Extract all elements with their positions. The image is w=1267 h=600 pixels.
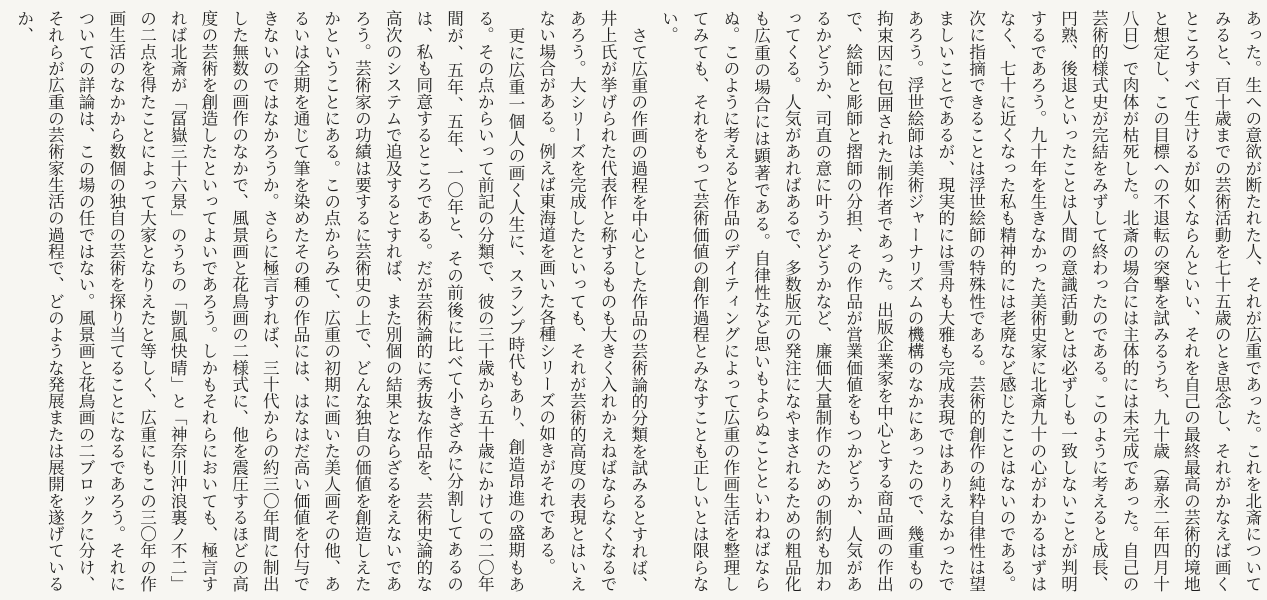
vertical-text-body: [8, 10, 1267, 592]
paragraph-continuation: あった。生への意欲が断たれた人、それが広重であった。これを北斎についてみると、百十歳までの芸術活動を七十五歳のとき思念し、それがかなえば画くところすべて生けるが如くならんといい、それを自己の最終最高の芸術的境地と想定し、この目標への不退転の突撃を試みるうち、九十歳（嘉永二年四月十八日）で肉体が枯死した。北斎の場合には主体的には未完成であった。自己の芸術的様式史が完結をみずして終わったのである。このように考えると成長、円熟、後退といったことは人間の意識活動とは必ずしも一致しないことが判明するであろう。九十年を生きなかった美術史家に北斎九十の心がわかるはずはなく、七十に近くなった私も精神的には老廃など感じたことはないのである。次に指摘できることは浮世絵師の特殊性である。芸術的創作の純粋自律性は望ましいことであるが、現実的には雪舟も大雅も完成表現ではありえなかったであろう。浮世絵師は美術ジャーナリズムの機構のなかにあったので、幾重もの拘束因に包囲された制作者であった。出版企業家を中心とする商品画の作出で、絵師と彫師と摺師の分担、その作品が営業価値をもつかどうか、人気があるかどうか、司直の意に叶うかどうかなど、廉価大量制作のための制約も加わってくる。人気があればあるで、多数版元の発注になやまされるための粗品化も広重の場合には顕著である。自律性など思いもよらぬことといわねばならぬ。このように考えると作品のデイティングによって広重の作画生活を整理してみても、それをもって芸術価値の創作過程とみなすことも正しいとは限らない。: [659, 10, 1262, 592]
paragraph-classification: さて広重の作画の過程を中心とした作品の芸術論的分類を試みるとすれば、井上氏が挙げられた代表作と称するものも大きく入れかえねばならなくなるであろう。大シリーズを完成したといっても、それが芸術的高度の表現とはいえない場合がある。例えば東海道を画いた各種シリーズの如きがそれである。: [536, 10, 648, 592]
paragraph-artistic-value: 更に広重一個人の画く人生に、スランプ時代もあり、創造昂進の盛期もある。その点からいって前記の分類で、彼の三十歳から五十歳にかけての二〇年間が、五年、五年、一〇年と、その前後に比べて小きざみに分割してあるのは、私も同意するところである。だが芸術論的に秀抜な作品を、芸術史論的な高次のシステムで追及するとすれば、また別個の結果とならざるをえないであろう。芸術家の功績は要するに芸術史の上で、どんな独自の価値を創造しえたかということにある。この点からみて、広重の初期に画いた美人画その他、あるいは全期を通じて筆を染めたその種の作品には、はなはだ高い価値を付与できないのではなかろうか。さらに極言すれば、三十代からの約三〇年間に制出した無数の画作のなかで、風景画と花鳥画の二様式に、他を震圧するほどの高度の芸術を創造したといってよいであろう。しかもそれらにおいても、極言すれば北斎が「冨嶽三十六景」のうちの「凱風快晴」と「神奈川沖浪裏ノ不二」の二点を得たことによって大家となりえたと等しく、広重にもこの三〇年の作画生活のなかから数個の独自の芸術を探り当てることになるであろう。それについての詳論は、この場の任ではない。風景画と花鳥画の二ブロックに分け、それらが広重の芸術家生活の過程で、どのような発展または展開を遂げているか、: [14, 10, 525, 592]
